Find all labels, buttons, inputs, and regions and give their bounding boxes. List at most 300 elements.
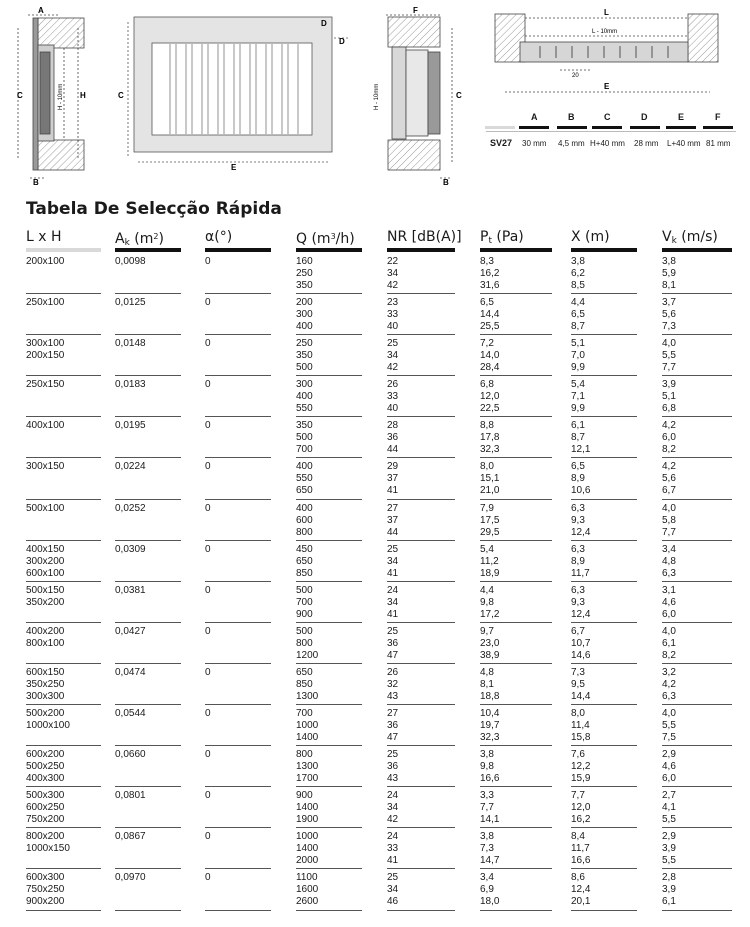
row-separator (205, 334, 271, 335)
cell-q (296, 667, 318, 703)
cell-q-value: 800 (296, 526, 313, 538)
cell-nr-value: 25 (387, 625, 399, 637)
row-separator (387, 827, 455, 828)
cell-x-value: 7,7 (571, 790, 585, 802)
cell-vk-value: 6,0 (662, 432, 676, 444)
row-separator (26, 745, 101, 746)
cell-pt-value: 29,5 (480, 526, 500, 538)
cell-vk-value: 4,2 (662, 678, 676, 690)
label-b-left: B (33, 178, 39, 187)
header-pt-sub: t (488, 236, 492, 246)
cell-q (296, 831, 318, 867)
cell-vk (662, 544, 676, 580)
cell-q-value: 650 (296, 666, 313, 678)
cell-pt-value: 3,4 (480, 872, 494, 884)
cell-q-value: 500 (296, 362, 313, 374)
header-lxh (26, 228, 101, 254)
cell-size (26, 503, 64, 515)
cell-q-value: 400 (296, 321, 313, 333)
cell-pt (480, 831, 499, 867)
cell-ak (115, 461, 146, 473)
cell-pt-value: 11,2 (480, 555, 499, 567)
cell-vk-value: 5,8 (662, 514, 676, 526)
cell-nr-value: 37 (387, 514, 399, 526)
cell-x-value: 9,5 (571, 678, 585, 690)
cell-nr-value: 34 (387, 802, 399, 814)
cell-q-value: 900 (296, 608, 313, 620)
cell-alpha-value: 0 (205, 584, 211, 596)
cell-size-value: 250x100 (26, 297, 65, 309)
cell-size-value: 300x200 (26, 555, 65, 567)
row-separator (480, 293, 552, 294)
cell-q (296, 461, 313, 497)
cell-nr (387, 544, 398, 580)
cell-q-value: 1100 (296, 872, 318, 884)
cell-ak-value: 0,0125 (115, 297, 146, 309)
cell-pt (480, 461, 499, 497)
cell-pt-value: 8,3 (480, 256, 494, 267)
row-separator (662, 457, 732, 458)
cell-vk-value: 4,8 (662, 555, 676, 567)
row-separator (480, 745, 552, 746)
cell-x (571, 544, 590, 580)
table-row (26, 747, 736, 788)
cell-x-value: 11,7 (571, 567, 590, 579)
row-separator (480, 375, 552, 376)
header-ak-sub: k (124, 238, 130, 248)
cell-vk-value: 7,5 (662, 732, 676, 744)
cell-pt-value: 3,8 (480, 749, 494, 761)
cell-vk (662, 256, 676, 292)
cell-x-value: 14,4 (571, 690, 591, 702)
cell-nr-value: 27 (387, 502, 399, 514)
row-separator (296, 827, 362, 828)
cell-nr-value: 22 (387, 256, 399, 267)
row-separator (26, 910, 101, 911)
header-ak-unit-b: ) (158, 231, 164, 247)
label-c-front: C (118, 91, 124, 100)
cell-nr-value: 34 (387, 268, 399, 279)
row-separator (387, 416, 455, 417)
row-separator (115, 622, 181, 623)
cell-alpha-value: 0 (205, 872, 211, 884)
cell-x-value: 8,9 (571, 555, 585, 567)
cell-x (571, 379, 585, 415)
label-l-minus: L - 10mm (592, 29, 618, 35)
cell-x-value: 7,0 (571, 350, 585, 362)
header-x (571, 228, 637, 254)
cell-vk-value: 4,2 (662, 420, 676, 432)
cell-x-value: 12,0 (571, 802, 591, 814)
row-separator (26, 540, 101, 541)
cell-q-value: 800 (296, 637, 313, 649)
cell-nr-value: 24 (387, 831, 399, 843)
row-separator (387, 868, 455, 869)
cell-alpha (205, 749, 211, 761)
cell-nr (387, 461, 398, 497)
cell-nr (387, 297, 398, 333)
cell-size (26, 338, 64, 362)
cell-ak (115, 708, 146, 720)
row-separator (26, 663, 101, 664)
cell-nr-value: 32 (387, 678, 399, 690)
cell-ak (115, 667, 146, 679)
cell-x-value: 12,4 (571, 884, 591, 896)
cell-vk (662, 297, 676, 333)
label-twenty: 20 (572, 73, 579, 79)
cell-size-value: 750x200 (26, 814, 65, 826)
row-separator (571, 868, 637, 869)
cell-x-value: 5,1 (571, 338, 585, 350)
row-separator (115, 540, 181, 541)
cell-size (26, 544, 64, 580)
spec-value-a: 30 mm (522, 139, 547, 148)
cell-x-value: 12,2 (571, 761, 591, 773)
spec-model: SV27 (490, 138, 513, 148)
cell-vk-value: 6,0 (662, 608, 676, 620)
cell-ak (115, 626, 146, 638)
row-separator (205, 910, 271, 911)
cell-q-value: 200 (296, 297, 313, 309)
cell-vk (662, 708, 676, 744)
cell-pt (480, 379, 499, 415)
cell-nr-value: 44 (387, 526, 399, 538)
cell-q-value: 650 (296, 485, 313, 497)
label-a: A (38, 6, 44, 15)
cell-ak-value: 0,0252 (115, 502, 146, 514)
cell-vk (662, 749, 676, 785)
cell-vk-value: 4,6 (662, 596, 676, 608)
cell-alpha (205, 297, 211, 309)
cell-vk-value: 4,1 (662, 802, 676, 814)
header-pt (480, 228, 552, 254)
cell-vk-value: 8,2 (662, 649, 676, 661)
cell-alpha (205, 461, 211, 473)
row-separator (205, 786, 271, 787)
cell-nr-value: 33 (387, 843, 399, 855)
cell-x-value: 12,4 (571, 608, 591, 620)
table-row (26, 665, 736, 706)
cell-nr-value: 41 (387, 855, 399, 867)
cell-q-value: 250 (296, 338, 313, 350)
row-separator (662, 910, 732, 911)
cell-nr-value: 25 (387, 338, 399, 350)
table-body (26, 254, 736, 912)
cell-ak-value: 0,0183 (115, 379, 146, 391)
cell-x-value: 8,7 (571, 432, 585, 444)
cell-size-value: 500x250 (26, 761, 65, 773)
row-separator (662, 868, 732, 869)
row-separator (387, 704, 455, 705)
cell-nr (387, 503, 398, 539)
cell-nr-value: 34 (387, 555, 399, 567)
cell-x-value: 12,4 (571, 526, 591, 538)
row-separator (662, 416, 732, 417)
cell-size-value: 250x150 (26, 379, 65, 391)
cell-size (26, 831, 70, 855)
row-separator (387, 786, 455, 787)
table-row (26, 870, 736, 911)
cell-size-value: 800x200 (26, 831, 65, 843)
cell-pt-value: 9,7 (480, 625, 494, 637)
cell-pt (480, 256, 499, 292)
spec-header-e: E (678, 112, 685, 122)
label-d-1: D (321, 19, 327, 28)
row-separator (571, 581, 637, 582)
cell-q (296, 790, 318, 826)
cell-x-value: 6,2 (571, 268, 585, 279)
cell-x-value: 6,3 (571, 584, 585, 596)
row-separator (571, 499, 637, 500)
row-separator (115, 786, 181, 787)
cell-nr-value: 43 (387, 690, 399, 702)
cell-q-value: 400 (296, 502, 313, 514)
cell-q (296, 420, 313, 456)
cell-nr-value: 36 (387, 761, 399, 773)
cell-ak-value: 0,0224 (115, 461, 146, 473)
cell-nr-value: 36 (387, 432, 399, 444)
cell-vk (662, 585, 676, 621)
cell-q-value: 500 (296, 625, 313, 637)
row-separator (26, 375, 101, 376)
row-separator (205, 293, 271, 294)
header-alpha (205, 228, 271, 254)
header-q-sup: 3 (330, 232, 336, 241)
cell-ak-value: 0,0098 (115, 256, 146, 267)
row-separator (296, 457, 362, 458)
row-separator (205, 416, 271, 417)
cell-pt-value: 16,2 (480, 268, 500, 279)
cell-ak (115, 544, 146, 556)
label-e-front: E (231, 163, 237, 172)
cell-vk-value: 5,6 (662, 309, 676, 321)
cell-alpha (205, 544, 211, 556)
cell-size-value: 600x150 (26, 666, 65, 678)
cell-q (296, 749, 318, 785)
cell-x-value: 8,5 (571, 280, 585, 291)
header-vk-unit: (m/s) (676, 229, 718, 245)
spec-header-f: F (715, 112, 721, 122)
cell-pt-value: 7,2 (480, 338, 494, 350)
row-separator (115, 375, 181, 376)
cell-vk-value: 6,3 (662, 567, 676, 579)
cell-ak (115, 831, 146, 843)
row-separator (387, 622, 455, 623)
side-section-diagram (18, 15, 84, 178)
row-separator (480, 334, 552, 335)
cell-q-value: 1600 (296, 884, 319, 896)
cell-vk-value: 4,0 (662, 338, 676, 350)
row-separator (571, 827, 637, 828)
cell-alpha-value: 0 (205, 666, 211, 678)
cell-nr-value: 36 (387, 720, 399, 732)
cell-size-value: 1000x150 (26, 843, 70, 855)
label-f: F (413, 6, 418, 15)
row-separator (115, 416, 181, 417)
header-q (296, 228, 362, 254)
cell-vk-value: 3,9 (662, 379, 676, 391)
row-separator (662, 622, 732, 623)
header-q-main: Q (m (296, 231, 331, 247)
row-separator (571, 786, 637, 787)
cell-nr-value: 42 (387, 362, 399, 374)
spec-header-c: C (604, 112, 611, 122)
cell-pt-value: 7,7 (480, 802, 494, 814)
cell-pt-value: 32,3 (480, 732, 500, 744)
spec-value-f: 81 mm (706, 139, 731, 148)
cell-vk-value: 4,2 (662, 461, 676, 473)
cell-pt-value: 14,1 (480, 814, 500, 826)
header-nr-label: NR [dB(A)] (387, 229, 462, 245)
row-separator (480, 540, 552, 541)
cell-size (26, 256, 64, 268)
row-separator (296, 786, 362, 787)
cell-ak (115, 749, 146, 761)
cell-pt-value: 32,3 (480, 444, 500, 456)
row-separator (26, 581, 101, 582)
cell-q (296, 338, 313, 374)
cell-pt (480, 667, 499, 703)
cell-vk-value: 5,5 (662, 720, 676, 732)
table-row (26, 542, 736, 583)
cell-pt-value: 14,4 (480, 309, 500, 321)
cell-pt-value: 14,0 (480, 350, 500, 362)
cell-q-value: 2000 (296, 855, 319, 867)
cell-pt-value: 38,9 (480, 649, 500, 661)
cell-q-value: 1200 (296, 649, 319, 661)
cell-pt-value: 10,4 (480, 708, 500, 720)
cell-x-value: 11,7 (571, 843, 590, 855)
cell-vk-value: 3,1 (662, 584, 676, 596)
cell-x (571, 831, 590, 867)
cell-x-value: 7,3 (571, 666, 585, 678)
table-row (26, 295, 736, 336)
cell-q-value: 350 (296, 280, 313, 291)
row-separator (296, 581, 362, 582)
row-separator (296, 375, 362, 376)
cell-nr (387, 872, 398, 908)
cell-x-value: 8,0 (571, 708, 585, 720)
cell-pt-value: 18,0 (480, 896, 500, 908)
label-h: H (80, 91, 86, 100)
cell-alpha (205, 585, 211, 597)
cell-alpha (205, 626, 211, 638)
cell-size-value: 400x300 (26, 773, 65, 785)
cell-nr-value: 24 (387, 790, 399, 802)
cell-x-value: 14,6 (571, 649, 591, 661)
spec-header-d: D (641, 112, 648, 122)
cell-alpha-value: 0 (205, 297, 211, 309)
cell-x (571, 420, 590, 456)
cell-x-value: 20,1 (571, 896, 591, 908)
row-separator (480, 416, 552, 417)
cell-x-value: 9,3 (571, 596, 585, 608)
cell-vk-value: 6,3 (662, 690, 676, 702)
row-separator (662, 334, 732, 335)
cell-q-value: 160 (296, 256, 313, 267)
label-e-top: E (604, 82, 610, 91)
cell-vk-value: 5,6 (662, 473, 676, 485)
row-separator (662, 499, 732, 500)
cell-q-value: 1400 (296, 732, 319, 744)
table-row (26, 624, 736, 665)
header-q-unit: /h) (335, 231, 355, 247)
cell-pt-value: 15,1 (480, 473, 500, 485)
cell-ak-value: 0,0867 (115, 831, 146, 843)
row-separator (205, 499, 271, 500)
row-separator (26, 786, 101, 787)
spec-value-b: 4,5 mm (558, 139, 585, 148)
table-row (26, 418, 736, 459)
cell-pt-value: 23,0 (480, 637, 500, 649)
row-separator (662, 540, 732, 541)
cell-vk (662, 626, 676, 662)
cell-nr (387, 585, 398, 621)
row-separator (296, 540, 362, 541)
row-separator (662, 745, 732, 746)
cell-nr-value: 25 (387, 872, 399, 884)
header-ak-unit-a: (m (129, 231, 154, 247)
cell-nr-value: 42 (387, 280, 399, 291)
row-separator (26, 293, 101, 294)
header-x-label: X (m) (571, 229, 610, 245)
row-separator (387, 581, 455, 582)
cell-q-value: 1900 (296, 814, 319, 826)
cell-alpha-value: 0 (205, 790, 211, 802)
cell-q-value: 650 (296, 555, 313, 567)
row-separator (571, 622, 637, 623)
cell-q-value: 1400 (296, 802, 319, 814)
row-separator (571, 457, 637, 458)
cell-x-value: 8,9 (571, 473, 585, 485)
cell-q-value: 500 (296, 584, 313, 596)
cell-q-value: 1000 (296, 831, 319, 843)
cell-vk (662, 790, 676, 826)
cell-vk (662, 831, 676, 867)
cell-q (296, 256, 313, 292)
cell-pt-value: 16,6 (480, 773, 500, 785)
technical-diagrams (0, 0, 750, 200)
row-separator (115, 293, 181, 294)
cell-alpha-value: 0 (205, 420, 211, 432)
cell-vk-value: 3,8 (662, 256, 676, 267)
cell-ak-value: 0,0801 (115, 790, 146, 802)
cell-vk (662, 667, 676, 703)
cell-size-value: 800x100 (26, 637, 65, 649)
label-h-minus-1: H - 10mm (58, 83, 64, 110)
cell-nr (387, 831, 398, 867)
cell-pt-value: 4,8 (480, 666, 494, 678)
cell-ak (115, 338, 146, 350)
cell-pt-value: 22,5 (480, 403, 500, 415)
cell-pt-value: 7,9 (480, 502, 494, 514)
row-separator (387, 457, 455, 458)
cell-x (571, 256, 585, 292)
row-separator (571, 910, 637, 911)
cell-q (296, 585, 313, 621)
cell-q-value: 400 (296, 391, 313, 403)
cell-ak (115, 256, 146, 268)
cell-pt-value: 17,8 (480, 432, 500, 444)
row-separator (26, 827, 101, 828)
cell-x-value: 6,5 (571, 461, 585, 473)
row-separator (480, 868, 552, 869)
cell-pt-value: 21,0 (480, 485, 500, 497)
cell-nr-value: 41 (387, 608, 399, 620)
cell-x (571, 461, 590, 497)
cell-vk-value: 8,1 (662, 280, 676, 291)
cell-pt-value: 18,9 (480, 567, 500, 579)
